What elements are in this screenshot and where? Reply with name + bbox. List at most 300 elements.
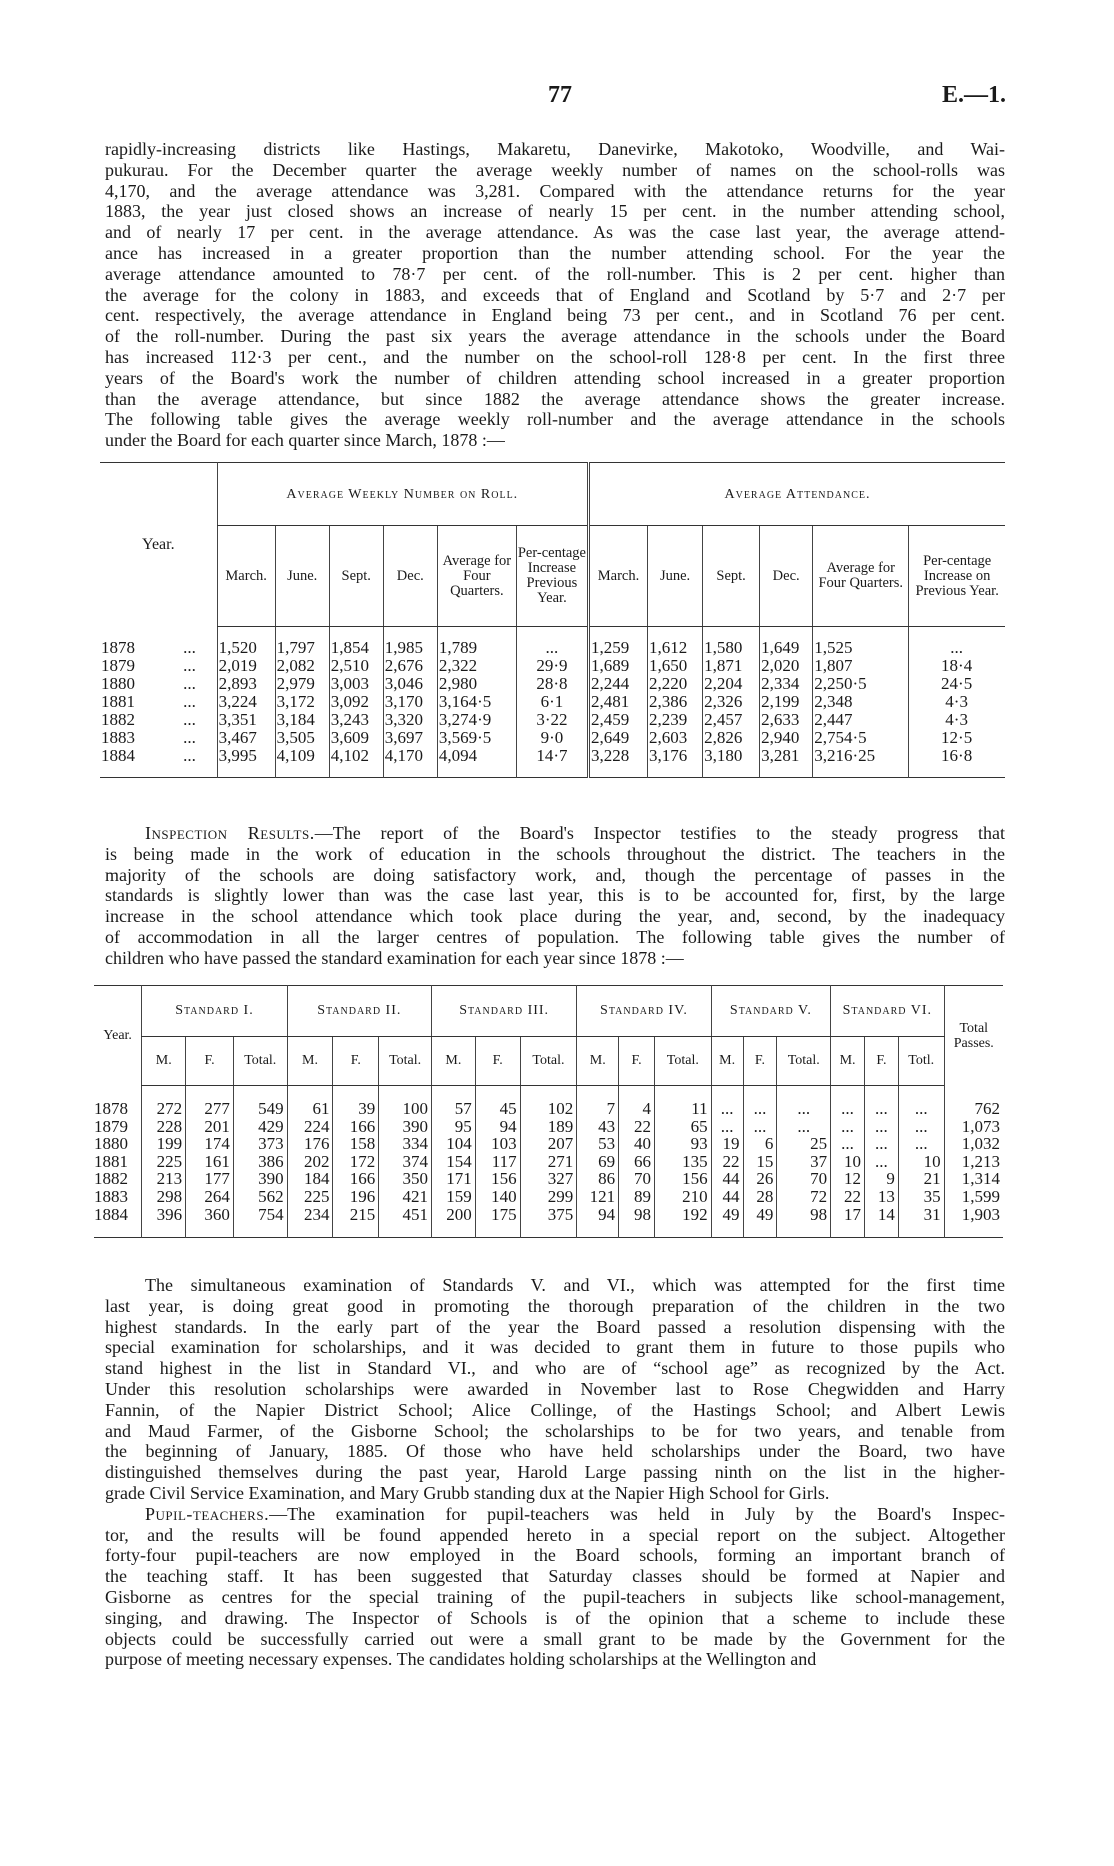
count-cell: 421 xyxy=(379,1188,432,1206)
year-cell: 1884 xyxy=(101,746,135,765)
year-cell: 1879 xyxy=(101,656,135,675)
sub-column-header: F. xyxy=(743,1037,777,1086)
spacer-row xyxy=(94,1223,1003,1238)
leader-dots: ... xyxy=(183,710,196,729)
count-cell: ... xyxy=(864,1135,898,1153)
attendance-cell: 1,649 xyxy=(760,639,813,657)
attendance-cell: 12·5 xyxy=(909,729,1005,747)
year-cell: 1878 xyxy=(101,638,135,657)
attendance-cell: 2,250·5 xyxy=(813,675,909,693)
line-text: The simultaneous examination of Standards V. and VI., which was attempted for the first time xyxy=(145,1275,1005,1295)
table-row xyxy=(94,1153,1003,1171)
roll-cell: 4,102 xyxy=(329,747,383,765)
count-cell: 327 xyxy=(520,1170,577,1188)
text-line xyxy=(105,326,1005,347)
group-header-roll: Average Weekly Number on Roll. xyxy=(217,463,588,526)
line-text: Under this resolution scholarships were awarded in November last to Rose Chegwidden and Harry xyxy=(105,1378,1005,1399)
line-text: purpose of meeting necessary expenses. The candidates holding scholarships at the Wellington and xyxy=(105,1649,817,1670)
section-heading: Inspection Results. xyxy=(145,823,315,843)
attendance-cell: 2,020 xyxy=(760,657,813,675)
roll-cell: 3,467 xyxy=(217,729,275,747)
line-text: last year, is doing great good in promoting the thorough preparation of the children in the two xyxy=(105,1295,1005,1316)
count-cell: 44 xyxy=(711,1188,743,1206)
count-cell: 200 xyxy=(431,1206,475,1224)
text-line xyxy=(105,865,1005,886)
count-cell: 451 xyxy=(379,1206,432,1224)
text-line xyxy=(105,409,1005,430)
count-cell: 373 xyxy=(233,1135,287,1153)
count-cell: 207 xyxy=(520,1135,577,1153)
page-number: 77 xyxy=(548,82,572,108)
table-row xyxy=(100,675,1005,693)
count-cell: 386 xyxy=(233,1153,287,1171)
attendance-column-header: Dec. xyxy=(760,526,813,627)
attendance-cell: 1,525 xyxy=(813,639,909,657)
pupil-teachers-paragraph xyxy=(105,1504,1005,1670)
count-cell: 26 xyxy=(743,1170,777,1188)
count-cell: 135 xyxy=(654,1153,711,1171)
line-text: The following table gives the average weekly roll-number and the average attendance in the schools xyxy=(105,409,1005,430)
standard-group-header: Standard V. xyxy=(711,986,830,1037)
table-row xyxy=(100,711,1005,729)
count-cell: 299 xyxy=(520,1188,577,1206)
sub-column-header: M. xyxy=(431,1037,475,1086)
count-cell: 202 xyxy=(287,1153,333,1171)
text-line xyxy=(105,430,1005,451)
year-header: Year. xyxy=(103,1027,132,1043)
line-text: under the Board for each quarter since March, 1878 :— xyxy=(105,430,505,451)
count-cell: 22 xyxy=(831,1188,865,1206)
count-cell: 154 xyxy=(431,1153,475,1171)
count-cell: 102 xyxy=(520,1100,577,1118)
standard-group-header: Standard III. xyxy=(431,986,576,1037)
line-text: the teaching staff. It has been suggested that Saturday classes should be formed at Napier and xyxy=(105,1566,1005,1587)
line-text: the beginning of January, 1885. Of those who have held scholarships under the Board, two have xyxy=(105,1441,1005,1462)
count-cell: 35 xyxy=(898,1188,944,1206)
text-line xyxy=(105,1504,1005,1525)
attendance-cell: 1,807 xyxy=(813,657,909,675)
sub-column-header: F. xyxy=(333,1037,379,1086)
line-text: children who have passed the standard examination for each year since 1878 :— xyxy=(105,947,684,968)
count-cell: 28 xyxy=(743,1188,777,1206)
text-line xyxy=(105,305,1005,326)
count-cell: 272 xyxy=(142,1100,186,1118)
count-cell: ... xyxy=(743,1100,777,1118)
count-cell: 429 xyxy=(233,1118,287,1136)
line-text: average attendance amounted to 78·7 per cent. of the roll-number. This is 2 per cent. higher than xyxy=(105,263,1005,284)
attendance-cell: 24·5 xyxy=(909,675,1005,693)
roll-cell: 2,676 xyxy=(383,657,437,675)
line-text: the average for the colony in 1883, and exceeds that of England and Scotland by 5·7 and 2·7 per xyxy=(105,284,1005,305)
attendance-cell: 2,244 xyxy=(588,675,647,693)
count-cell: 98 xyxy=(619,1206,655,1224)
count-cell: 754 xyxy=(233,1206,287,1224)
line-text: rapidly-increasing districts like Hastings, Makaretu, Danevirke, Makotoko, Woodville, and Wai- xyxy=(105,139,1005,159)
text-line xyxy=(105,1317,1005,1338)
count-cell: 69 xyxy=(577,1153,619,1171)
text-line xyxy=(105,139,1005,160)
text-line xyxy=(105,906,1005,927)
text-line xyxy=(105,1379,1005,1400)
line-text: pukurau. For the December quarter the average weekly number of names on the school-rolls was xyxy=(105,159,1005,180)
line-text: objects could be successfully carried out were a small grant to be made by the Government for the xyxy=(105,1628,1005,1649)
count-cell: ... xyxy=(831,1118,865,1136)
text-line xyxy=(105,1421,1005,1442)
roll-cell: 9·0 xyxy=(516,729,588,747)
standard-group-header: Standard VI. xyxy=(831,986,944,1037)
attendance-cell: 2,459 xyxy=(588,711,647,729)
text-line xyxy=(105,243,1005,264)
attendance-cell: 4·3 xyxy=(909,711,1005,729)
spacer-row xyxy=(94,1086,1003,1101)
count-cell: 22 xyxy=(619,1118,655,1136)
line-text: singing, and drawing. The Inspector of Schools is of the opinion that a scheme to include these xyxy=(105,1607,1005,1628)
count-cell: 225 xyxy=(142,1153,186,1171)
sub-column-header: M. xyxy=(831,1037,865,1086)
count-cell: ... xyxy=(777,1118,831,1136)
count-cell: 374 xyxy=(379,1153,432,1171)
attendance-cell: 1,871 xyxy=(703,657,760,675)
text-line xyxy=(105,1649,1005,1670)
sub-column-header: M. xyxy=(577,1037,619,1086)
count-cell: 104 xyxy=(431,1135,475,1153)
line-text: increase in the school attendance which took place during the year, and, second, by the inadequacy xyxy=(105,906,1005,927)
count-cell: 7 xyxy=(577,1100,619,1118)
line-text: has increased 112·3 per cent., and the number on the school-roll 128·8 per cent. In the first three xyxy=(105,346,1005,367)
table-row xyxy=(94,1170,1003,1188)
attendance-cell: 1,259 xyxy=(588,639,647,657)
count-cell: 171 xyxy=(431,1170,475,1188)
table-row xyxy=(94,1118,1003,1136)
line-text: —The report of the Board's Inspector testifies to the steady progress that xyxy=(314,823,1005,843)
text-line xyxy=(105,181,1005,202)
sub-column-header: M. xyxy=(142,1037,186,1086)
attendance-cell: 2,457 xyxy=(703,711,760,729)
text-line xyxy=(105,1275,1005,1296)
count-cell: 117 xyxy=(475,1153,520,1171)
roll-cell: 2,510 xyxy=(329,657,383,675)
table-row xyxy=(100,639,1005,657)
attendance-cell: 2,204 xyxy=(703,675,760,693)
line-text: years of the Board's work the number of children attending school increased in a greater proportion xyxy=(105,367,1005,388)
roll-cell: 3,351 xyxy=(217,711,275,729)
line-text: 1883, the year just closed shows an increase of nearly 15 per cent. in the number attending school, xyxy=(105,201,1005,222)
count-cell: 21 xyxy=(898,1170,944,1188)
count-cell: 277 xyxy=(186,1100,234,1118)
count-cell: 189 xyxy=(520,1118,577,1136)
count-cell: 100 xyxy=(379,1100,432,1118)
count-cell: 86 xyxy=(577,1170,619,1188)
roll-cell: 3,609 xyxy=(329,729,383,747)
count-cell: 66 xyxy=(619,1153,655,1171)
year-cell: 1883 xyxy=(94,1186,128,1206)
roll-cell: 3,224 xyxy=(217,693,275,711)
count-cell: 172 xyxy=(333,1153,379,1171)
inspection-paragraph xyxy=(105,823,1005,969)
attendance-cell: 2,386 xyxy=(648,693,703,711)
attendance-cell: 1,580 xyxy=(703,639,760,657)
total-passes-cell: 1,032 xyxy=(944,1135,1003,1153)
attendance-cell: 1,650 xyxy=(648,657,703,675)
count-cell: 158 xyxy=(333,1135,379,1153)
leader-dots: ... xyxy=(183,692,196,711)
attendance-cell: 2,239 xyxy=(648,711,703,729)
text-line xyxy=(105,368,1005,389)
roll-cell: 4,094 xyxy=(437,747,516,765)
year-cell: 1884 xyxy=(94,1204,128,1224)
roll-column-header: March. xyxy=(217,526,275,627)
count-cell: 271 xyxy=(520,1153,577,1171)
count-cell: 192 xyxy=(654,1206,711,1224)
count-cell: 10 xyxy=(831,1153,865,1171)
attendance-cell: 16·8 xyxy=(909,747,1005,765)
count-cell: ... xyxy=(898,1118,944,1136)
count-cell: 72 xyxy=(777,1188,831,1206)
text-line xyxy=(105,823,1005,844)
count-cell: ... xyxy=(898,1100,944,1118)
year-cell: 1881 xyxy=(101,692,135,711)
count-cell: 140 xyxy=(475,1188,520,1206)
sub-column-header: Total. xyxy=(777,1037,831,1086)
count-cell: 396 xyxy=(142,1206,186,1224)
roll-cell: 3,569·5 xyxy=(437,729,516,747)
count-cell: ... xyxy=(864,1100,898,1118)
count-cell: ... xyxy=(711,1100,743,1118)
attendance-column-header: Sept. xyxy=(703,526,760,627)
count-cell: ... xyxy=(864,1153,898,1171)
roll-column-header: Per-centage Increase Previous Year. xyxy=(516,526,588,627)
table-row xyxy=(100,729,1005,747)
count-cell: 196 xyxy=(333,1188,379,1206)
line-text: cent. respectively, the average attendance in England being 73 per cent., and in Scotland 76 per cent. xyxy=(105,305,1005,326)
count-cell: 15 xyxy=(743,1153,777,1171)
line-text: ance has increased in a greater proportion than the number attending school. For the year the xyxy=(105,242,1005,263)
count-cell: 13 xyxy=(864,1188,898,1206)
roll-cell: 3,003 xyxy=(329,675,383,693)
sub-column-header: Total. xyxy=(233,1037,287,1086)
line-text: majority of the schools are doing satisfactory work, and, though the percentage of passes in the xyxy=(105,864,1005,885)
standard-group-header: Standard II. xyxy=(287,986,431,1037)
line-text: Fannin, of the Napier District School; Alice Collinge, of the Hastings School; and Albert Lewis xyxy=(105,1399,1005,1420)
attendance-cell: 2,199 xyxy=(760,693,813,711)
line-text: tor, and the results will be found appended hereto in a special report on the subject. Altogether xyxy=(105,1524,1005,1545)
text-line xyxy=(105,948,1005,969)
count-cell: 37 xyxy=(777,1153,831,1171)
sub-column-header: M. xyxy=(711,1037,743,1086)
line-text: Gisborne as centres for the special training of the pupil-teachers in subjects like school-management, xyxy=(105,1586,1005,1607)
line-text: —The examination for pupil-teachers was held in July by the Board's Inspec- xyxy=(269,1503,1005,1524)
count-cell: 70 xyxy=(619,1170,655,1188)
leader-dots: ... xyxy=(183,728,196,747)
roll-cell: 4,170 xyxy=(383,747,437,765)
count-cell: 264 xyxy=(186,1188,234,1206)
roll-cell: 3,184 xyxy=(275,711,329,729)
count-cell: 93 xyxy=(654,1135,711,1153)
attendance-column-header: Per-centage Increase on Previous Year. xyxy=(909,526,1005,627)
line-text: is being made in the work of education in the schools throughout the district. The teachers in the xyxy=(105,843,1005,864)
roll-cell: 3,697 xyxy=(383,729,437,747)
attendance-cell: 2,603 xyxy=(648,729,703,747)
total-passes-cell: 1,599 xyxy=(944,1188,1003,1206)
text-line xyxy=(105,844,1005,865)
count-cell: 10 xyxy=(898,1153,944,1171)
attendance-cell: 3,176 xyxy=(648,747,703,765)
roll-cell: 3,995 xyxy=(217,747,275,765)
attendance-cell: 2,754·5 xyxy=(813,729,909,747)
roll-cell: 3,172 xyxy=(275,693,329,711)
total-passes-cell: 1,314 xyxy=(944,1170,1003,1188)
sub-column-header: F. xyxy=(186,1037,234,1086)
count-cell: 549 xyxy=(233,1100,287,1118)
line-text: distinguished themselves during the past year, Harold Large passing ninth on the list in the higher- xyxy=(105,1462,1005,1483)
line-text: 4,170, and the average attendance was 3,281. Compared with the attendance returns for the year xyxy=(105,180,1005,201)
count-cell: 121 xyxy=(577,1188,619,1206)
text-line xyxy=(105,1608,1005,1629)
roll-column-header: June. xyxy=(275,526,329,627)
text-line xyxy=(105,1545,1005,1566)
count-cell: 40 xyxy=(619,1135,655,1153)
line-text: stand highest in the list in Standard VI., and who are of “school age” as recognized by the Act. xyxy=(105,1358,1005,1379)
count-cell: 161 xyxy=(186,1153,234,1171)
count-cell: 22 xyxy=(711,1153,743,1171)
table-row xyxy=(94,1135,1003,1153)
attendance-cell: 2,334 xyxy=(760,675,813,693)
roll-cell: 2,893 xyxy=(217,675,275,693)
attendance-column-header: March. xyxy=(588,526,647,627)
attendance-cell: 2,633 xyxy=(760,711,813,729)
attendance-column-header: Average for Four Quarters. xyxy=(813,526,909,627)
line-text: special examination for scholarships, and it was decided to grant them in future to those pupils who xyxy=(105,1337,1005,1358)
roll-cell: 3·22 xyxy=(516,711,588,729)
text-line xyxy=(105,1629,1005,1650)
year-cell: 1882 xyxy=(101,710,135,729)
line-text: grade Civil Service Examination, and Mary Grubb standing dux at the Napier High School for Girls. xyxy=(105,1482,830,1503)
count-cell: 225 xyxy=(287,1188,333,1206)
year-cell: 1883 xyxy=(101,728,135,747)
count-cell: ... xyxy=(777,1100,831,1118)
year-cell: 1878 xyxy=(94,1099,128,1118)
roll-cell: 14·7 xyxy=(516,747,588,765)
roll-cell: 3,274·9 xyxy=(437,711,516,729)
line-text: and of nearly 17 per cent. in the average attendance. As was the case last year, the average attend- xyxy=(105,222,1005,243)
count-cell: 177 xyxy=(186,1170,234,1188)
leader-dots: ... xyxy=(183,638,196,657)
count-cell: 65 xyxy=(654,1118,711,1136)
text-line xyxy=(105,1525,1005,1546)
count-cell: 562 xyxy=(233,1188,287,1206)
table-row xyxy=(100,657,1005,675)
table-row xyxy=(94,1188,1003,1206)
table-row xyxy=(94,1100,1003,1118)
count-cell: 61 xyxy=(287,1100,333,1118)
sub-column-header: Total. xyxy=(379,1037,432,1086)
roll-cell: 29·9 xyxy=(516,657,588,675)
count-cell: 4 xyxy=(619,1100,655,1118)
text-line xyxy=(105,201,1005,222)
roll-cell: 3,320 xyxy=(383,711,437,729)
roll-cell: 3,164·5 xyxy=(437,693,516,711)
roll-column-header: Average for Four Quarters. xyxy=(437,526,516,627)
count-cell: 89 xyxy=(619,1188,655,1206)
roll-cell: 1,985 xyxy=(383,639,437,657)
count-cell: 175 xyxy=(475,1206,520,1224)
sub-column-header: F. xyxy=(864,1037,898,1086)
total-passes-cell: 1,213 xyxy=(944,1153,1003,1171)
line-text: of the roll-number. During the past six years the average attendance in the schools under the Board xyxy=(105,326,1005,347)
total-passes-cell: 762 xyxy=(944,1100,1003,1118)
roll-attendance-table xyxy=(100,462,1005,778)
line-text: forty-four pupil-teachers are now employed in the Board schools, forming an important branch of xyxy=(105,1545,1005,1566)
text-line xyxy=(105,160,1005,181)
count-cell: 334 xyxy=(379,1135,432,1153)
text-line xyxy=(105,1587,1005,1608)
roll-cell: 2,322 xyxy=(437,657,516,675)
spacer-row xyxy=(100,765,1005,778)
attendance-cell: 1,689 xyxy=(588,657,647,675)
count-cell: 159 xyxy=(431,1188,475,1206)
text-line xyxy=(105,285,1005,306)
roll-cell: 3,170 xyxy=(383,693,437,711)
attendance-cell: 3,216·25 xyxy=(813,747,909,765)
year-cell: 1880 xyxy=(94,1134,128,1154)
roll-cell: 3,243 xyxy=(329,711,383,729)
count-cell: 49 xyxy=(743,1206,777,1224)
count-cell: 174 xyxy=(186,1135,234,1153)
text-line xyxy=(105,1566,1005,1587)
count-cell: 215 xyxy=(333,1206,379,1224)
roll-cell: 2,980 xyxy=(437,675,516,693)
count-cell: 57 xyxy=(431,1100,475,1118)
table-row xyxy=(100,747,1005,765)
roll-cell: 28·8 xyxy=(516,675,588,693)
sub-column-header: Total. xyxy=(654,1037,711,1086)
count-cell: 11 xyxy=(654,1100,711,1118)
intro-paragraph xyxy=(105,139,1005,451)
table-row xyxy=(94,1206,1003,1224)
count-cell: 44 xyxy=(711,1170,743,1188)
standard-passes-table xyxy=(94,985,1003,1238)
roll-cell: 3,505 xyxy=(275,729,329,747)
roll-cell: ... xyxy=(516,639,588,657)
document-reference: E.—1. xyxy=(941,82,1006,108)
line-text: of accommodation in all the larger centres of population. The following table gives the number of xyxy=(105,926,1005,947)
attendance-cell: 2,348 xyxy=(813,693,909,711)
text-line xyxy=(105,1462,1005,1483)
group-header-attendance: Average Attendance. xyxy=(588,463,1005,526)
sub-column-header: M. xyxy=(287,1037,333,1086)
section-heading: Pupil-teachers. xyxy=(145,1503,270,1524)
count-cell: 25 xyxy=(777,1135,831,1153)
leader-dots: ... xyxy=(183,746,196,765)
text-line xyxy=(105,1400,1005,1421)
count-cell: ... xyxy=(831,1135,865,1153)
count-cell: 70 xyxy=(777,1170,831,1188)
year-cell: 1880 xyxy=(101,674,135,693)
attendance-cell: 2,447 xyxy=(813,711,909,729)
table-row xyxy=(100,693,1005,711)
count-cell: 176 xyxy=(287,1135,333,1153)
leader-dots: ... xyxy=(183,674,196,693)
count-cell: 49 xyxy=(711,1206,743,1224)
count-cell: 6 xyxy=(743,1135,777,1153)
count-cell: 95 xyxy=(431,1118,475,1136)
count-cell: 228 xyxy=(142,1118,186,1136)
roll-cell: 1,789 xyxy=(437,639,516,657)
leader-dots: ... xyxy=(183,656,196,675)
year-cell: 1881 xyxy=(94,1151,128,1171)
count-cell: 94 xyxy=(475,1118,520,1136)
count-cell: 39 xyxy=(333,1100,379,1118)
